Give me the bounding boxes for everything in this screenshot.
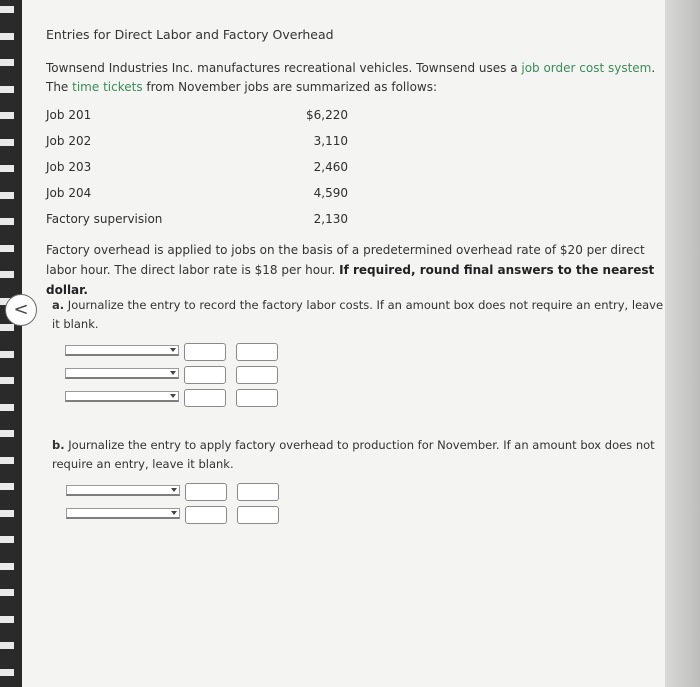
back-chevron-icon[interactable]: < (5, 294, 37, 326)
strip-tick (0, 616, 14, 623)
strip-tick (0, 669, 14, 676)
strip-tick (0, 483, 14, 490)
strip-tick (0, 271, 14, 278)
strip-tick (0, 351, 14, 358)
strip-tick (0, 59, 14, 66)
strip-tick (0, 563, 14, 570)
journal-a-account-select-2[interactable] (65, 368, 179, 379)
strip-tick (0, 192, 14, 199)
question-a: a. Journalize the entry to record the factory labor costs. If an amount box does not require an entry, leave it blank. (52, 298, 664, 331)
journal-a-account-select-1[interactable] (65, 345, 179, 356)
journal-a-account-select-3[interactable] (65, 391, 179, 402)
strip-tick (0, 589, 14, 596)
strip-tick (0, 6, 14, 13)
strip-tick (0, 536, 14, 543)
strip-tick (0, 377, 14, 384)
intro-paragraph: Townsend Industries Inc. manufactures recreational vehicles. Townsend uses a job order cost system. The time tickets from November jobs are summarized as follows: (46, 61, 656, 94)
strip-tick (0, 86, 14, 93)
journal-b-account-select-2[interactable] (66, 508, 180, 519)
journal-a-credit-input-3[interactable] (236, 389, 278, 407)
left-filmstrip (0, 0, 22, 687)
journal-a-debit-input-1[interactable] (184, 343, 226, 361)
job-order-cost-system-link[interactable]: job order cost system (521, 61, 652, 75)
journal-b-credit-input-2[interactable] (237, 506, 279, 524)
strip-tick (0, 510, 14, 517)
overhead-paragraph: Factory overhead is applied to jobs on the basis of a predetermined overhead rate of $20 per direct labor hour. The direct labor rate is $18 per hour. If required, round final answers to the nearest dollar. (46, 243, 655, 297)
strip-tick (0, 139, 14, 146)
time-tickets-link[interactable]: time tickets (72, 80, 143, 94)
strip-tick (0, 165, 14, 172)
question-b: b. Journalize the entry to apply factory overhead to production for November. If an amount box does not require an entry, leave it blank. (52, 438, 655, 471)
journal-a-debit-input-2[interactable] (184, 366, 226, 384)
strip-tick (0, 33, 14, 40)
journal-a-credit-input-2[interactable] (236, 366, 278, 384)
journal-b-credit-input-1[interactable] (237, 483, 279, 501)
right-edge-shadow (665, 0, 700, 687)
journal-b-account-select-1[interactable] (66, 485, 180, 496)
strip-tick (0, 642, 14, 649)
strip-tick (0, 430, 14, 437)
problem-page: Entries for Direct Labor and Factory Overhead Townsend Industries Inc. manufactures recreational vehicles. Townsend uses a job order cost system. The time tickets from November jobs are summarized as follows: Job 201 $6,220 Job 202 3,110 Job 203 2,460 Job 204 4,590 Factory supervision 2,130 Factory overhead is applied to jobs on the basis of a predetermined overhead rate of $20 per direct labor hour. The direct labor rate is $18 per hour. If required, round final answers to the nearest dollar. < a. Journalize the entry to record the factory labor costs. If an amount box does not require an entry, leave it blank. b. Journalize the entry to apply factory overhead to production for November. If an amount box does not require an entry, leave it blank. (22, 0, 665, 687)
strip-tick (0, 218, 14, 225)
journal-b-debit-input-2[interactable] (185, 506, 227, 524)
journal-b-debit-input-1[interactable] (185, 483, 227, 501)
journal-a-debit-input-3[interactable] (184, 389, 226, 407)
strip-tick (0, 404, 14, 411)
journal-a-credit-input-1[interactable] (236, 343, 278, 361)
strip-tick (0, 324, 14, 331)
strip-tick (0, 457, 14, 464)
strip-tick (0, 112, 14, 119)
page-title: Entries for Direct Labor and Factory Overhead (46, 27, 334, 42)
strip-tick (0, 245, 14, 252)
